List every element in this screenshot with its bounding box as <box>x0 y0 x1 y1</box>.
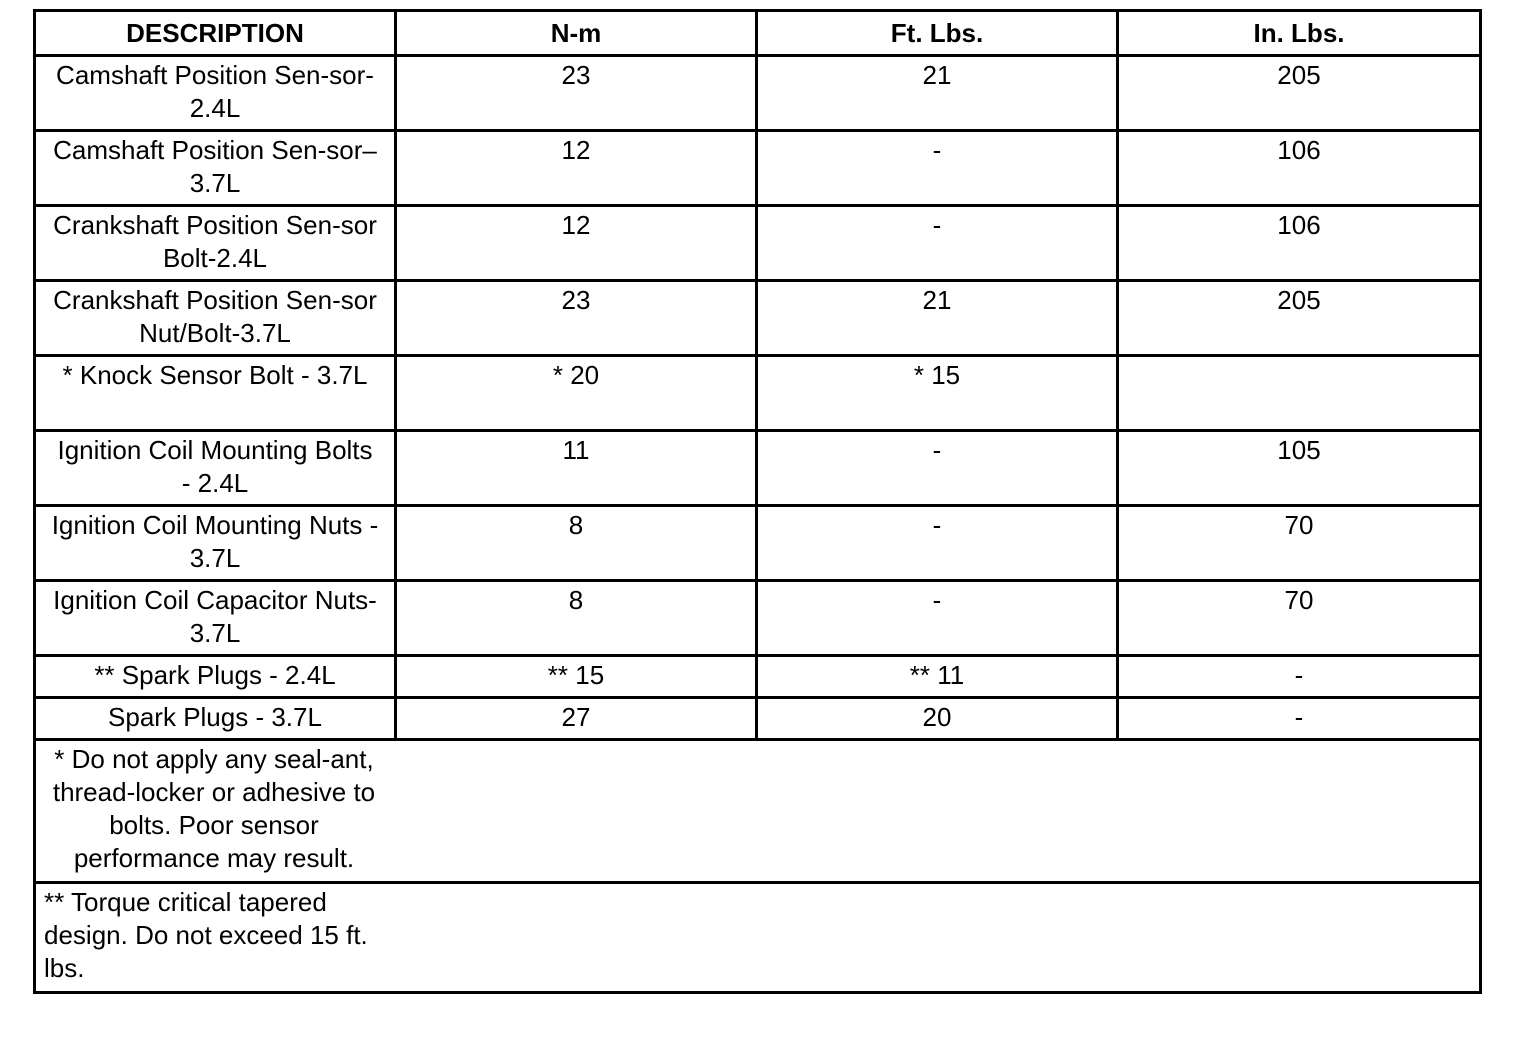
cell-description <box>35 506 396 581</box>
table-row <box>35 356 1481 431</box>
table-row <box>35 56 1481 131</box>
cell-ft-lbs: - <box>757 206 1118 281</box>
table-row <box>35 581 1481 656</box>
cell-nm: * 20 <box>396 356 757 431</box>
header-description: DESCRIPTION <box>35 11 396 56</box>
cell-description <box>35 131 396 206</box>
footnote-row <box>35 740 1481 883</box>
cell-nm: 27 <box>396 698 757 740</box>
cell-description <box>35 431 396 506</box>
cell-nm: 8 <box>396 581 757 656</box>
footnote-torque-critical: ** Torque critical tapered design. Do not exceed 15 ft. lbs. <box>44 887 368 983</box>
description-text: Crankshaft Position Sen-sor Nut/Bolt-3.7L <box>53 285 377 348</box>
cell-nm: ** 15 <box>396 656 757 698</box>
description-text: Ignition Coil Mounting Bolts - 2.4L <box>57 435 373 498</box>
cell-description: ** Spark Plugs - 2.4L <box>35 656 396 698</box>
footnote-cell <box>35 883 1481 993</box>
table-row <box>35 131 1481 206</box>
header-ft-lbs: Ft. Lbs. <box>757 11 1118 56</box>
cell-in-lbs: 205 <box>1118 281 1481 356</box>
footnote-row <box>35 883 1481 993</box>
header-row <box>35 11 1481 56</box>
header-nm: N-m <box>396 11 757 56</box>
cell-description <box>35 581 396 656</box>
cell-ft-lbs: - <box>757 131 1118 206</box>
cell-in-lbs: - <box>1118 698 1481 740</box>
description-text: Camshaft Position Sen-sor-2.4L <box>56 60 374 123</box>
cell-description <box>35 56 396 131</box>
cell-nm: 23 <box>396 281 757 356</box>
description-text: Camshaft Position Sen-sor–3.7L <box>53 135 377 198</box>
footnote-cell <box>35 740 1481 883</box>
description-text: Ignition Coil Capacitor Nuts- 3.7L <box>53 585 377 648</box>
cell-nm: 23 <box>396 56 757 131</box>
table-row <box>35 506 1481 581</box>
cell-ft-lbs: ** 11 <box>757 656 1118 698</box>
cell-description <box>35 281 396 356</box>
table-row <box>35 656 1481 698</box>
cell-in-lbs: 70 <box>1118 506 1481 581</box>
cell-ft-lbs: - <box>757 506 1118 581</box>
cell-in-lbs: 70 <box>1118 581 1481 656</box>
cell-nm: 11 <box>396 431 757 506</box>
cell-in-lbs: - <box>1118 656 1481 698</box>
cell-nm: 8 <box>396 506 757 581</box>
header-in-lbs: In. Lbs. <box>1118 11 1481 56</box>
cell-nm: 12 <box>396 131 757 206</box>
cell-ft-lbs: - <box>757 431 1118 506</box>
table-row <box>35 206 1481 281</box>
table-row <box>35 431 1481 506</box>
cell-ft-lbs: 21 <box>757 56 1118 131</box>
table-row <box>35 698 1481 740</box>
description-text: * Knock Sensor Bolt - 3.7L <box>62 360 368 390</box>
cell-ft-lbs: - <box>757 581 1118 656</box>
description-text: Ignition Coil Mounting Nuts - 3.7L <box>51 510 379 573</box>
cell-in-lbs: 106 <box>1118 131 1481 206</box>
description-text: Crankshaft Position Sen-sor Bolt-2.4L <box>53 210 377 273</box>
cell-ft-lbs: 21 <box>757 281 1118 356</box>
cell-description <box>35 356 396 431</box>
cell-description <box>35 206 396 281</box>
footnote-sealant: * Do not apply any seal-ant, thread-locker or adhesive to bolts. Poor sensor performance may result. <box>52 744 376 873</box>
cell-nm: 12 <box>396 206 757 281</box>
cell-in-lbs <box>1118 356 1481 431</box>
cell-in-lbs: 105 <box>1118 431 1481 506</box>
cell-ft-lbs: * 15 <box>757 356 1118 431</box>
cell-in-lbs: 106 <box>1118 206 1481 281</box>
torque-spec-table <box>33 9 1482 994</box>
cell-ft-lbs: 20 <box>757 698 1118 740</box>
cell-description: Spark Plugs - 3.7L <box>35 698 396 740</box>
table-row <box>35 281 1481 356</box>
cell-in-lbs: 205 <box>1118 56 1481 131</box>
